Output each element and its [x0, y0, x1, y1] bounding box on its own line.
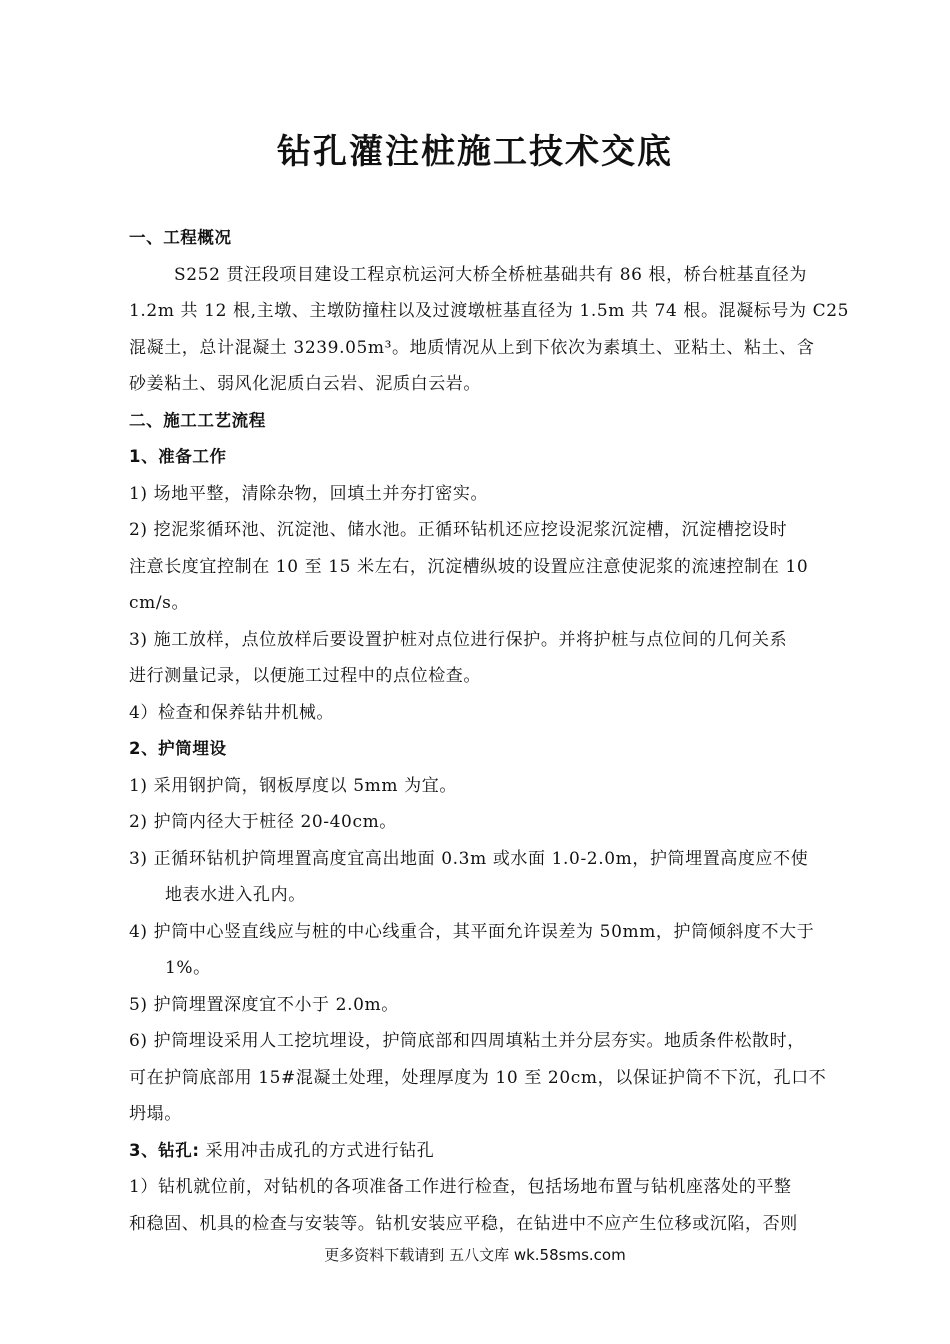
- section-heading: 3、钻孔:: [129, 1140, 200, 1160]
- paragraph-line: 坍塌。: [129, 1104, 182, 1124]
- paragraph-line: 1) 场地平整，清除杂物，回填土并夯打密实。: [129, 483, 489, 504]
- paragraph-line: S252 贯汪段项目建设工程京杭运河大桥全桥桩基础共有 86 根，桥台桩基直径为: [174, 264, 807, 285]
- paragraph-line: 地表水进入孔内。: [165, 885, 306, 905]
- paragraph-line: 6) 护筒埋设采用人工挖坑埋设，护筒底部和四周填粘土并分层夯实。地质条件松散时，: [129, 1031, 805, 1051]
- paragraph-line: 2) 挖泥浆循环池、沉淀池、储水池。正循环钻机还应挖设泥浆沉淀槽，沉淀槽挖设时: [129, 520, 788, 540]
- section-heading-text: 采用冲击成孔的方式进行钻孔: [199, 1140, 435, 1161]
- paragraph-line: 2) 护筒内径大于桩径 20-40cm。: [129, 812, 397, 832]
- footer-link[interactable]: 更多资料下载请到 五八文库 wk.58sms.com: [324, 1246, 626, 1264]
- paragraph-line: 3) 施工放样，点位放样后要设置护桩对点位进行保护。并将护桩与点位间的几何关系: [129, 629, 788, 650]
- paragraph-line: 注意长度宜控制在 10 至 15 米左右，沉淀槽纵坡的设置应注意使泥浆的流速控制在 10: [129, 556, 809, 577]
- paragraph-line: 混凝土，总计混凝土 3239.05m³。地质情况从上到下依次为素填土、亚粘土、粘土、含: [129, 337, 815, 358]
- paragraph-line: 3) 正循环钻机护筒埋置高度宜高出地面 0.3m 或水面 1.0-2.0m，护筒埋置高度应不使: [129, 848, 809, 869]
- paragraph-line: 1%。: [165, 958, 211, 978]
- paragraph-line: cm/s。: [129, 593, 190, 613]
- section-heading: 二、施工工艺流程: [129, 410, 266, 430]
- paragraph-line: 1) 采用钢护筒，钢板厚度以 5mm 为宜。: [129, 775, 457, 796]
- paragraph-line: 和稳固、机具的检查与安装等。钻机安装应平稳，在钻进中不应产生位移或沉陷，否则: [129, 1213, 798, 1234]
- paragraph-line: 1）钻机就位前，对钻机的各项准备工作进行检查，包括场地布置与钻机座落处的平整: [129, 1177, 792, 1197]
- paragraph-line: 1.2m 共 12 根,主墩、主墩防撞柱以及过渡墩桩基直径为 1.5m 共 74 根。混凝标号为 C25: [129, 301, 850, 321]
- document-body: [129, 220, 859, 1242]
- paragraph-line: 砂姜粘土、弱风化泥质白云岩、泥质白云岩。: [129, 374, 481, 394]
- section-heading: 一、工程概况: [129, 228, 232, 247]
- page-title: 钻孔灌注桩施工技术交底: [277, 132, 673, 172]
- section-heading: 1、准备工作: [129, 447, 227, 466]
- section-heading: 2、护筒埋设: [129, 739, 227, 758]
- paragraph-line: 4）检查和保养钻井机械。: [129, 702, 335, 723]
- paragraph-line: 4) 护筒中心竖直线应与桩的中心线重合，其平面允许误差为 50mm，护筒倾斜度不大于: [129, 921, 815, 942]
- paragraph-line: 5) 护筒埋置深度宜不小于 2.0m。: [129, 994, 399, 1015]
- paragraph-line: 可在护筒底部用 15#混凝土处理，处理厚度为 10 至 20cm，以保证护筒不下沉，孔口不: [129, 1067, 827, 1088]
- paragraph-line: [129, 1133, 859, 1170]
- paragraph-line: 进行测量记录，以便施工过程中的点位检查。: [129, 666, 481, 686]
